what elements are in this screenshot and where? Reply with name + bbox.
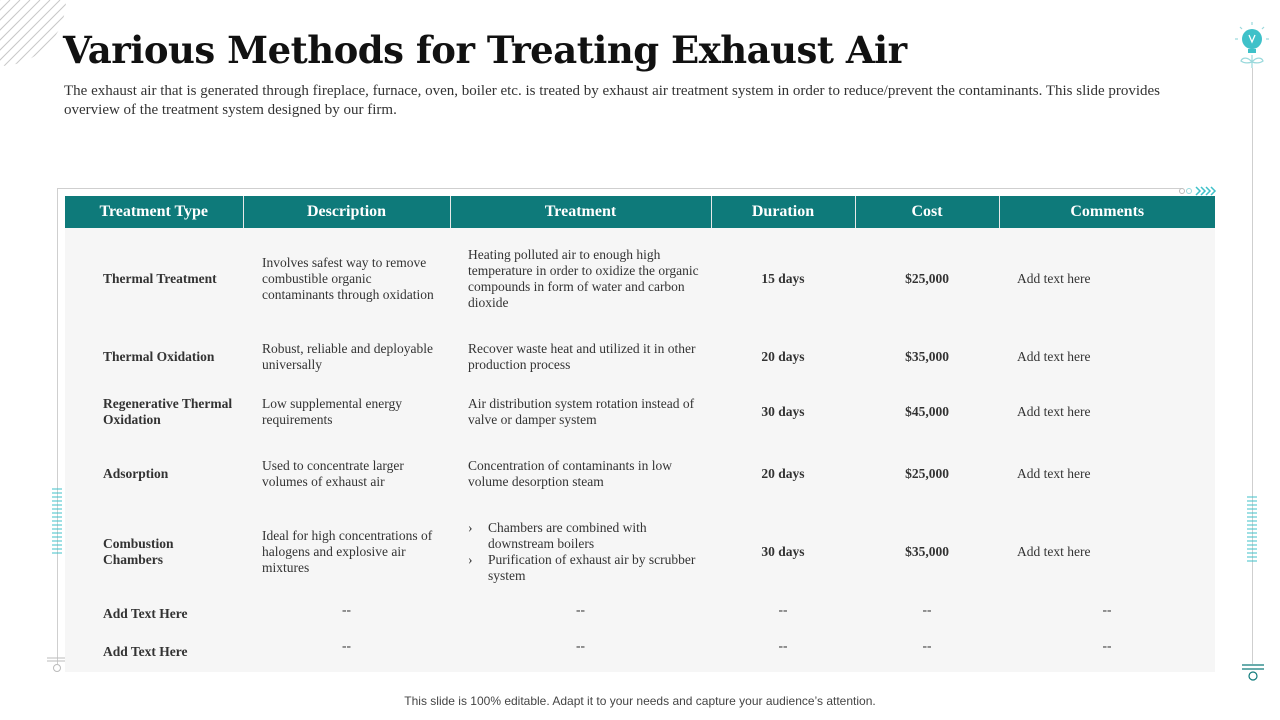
cell-description: -- [342, 638, 351, 653]
cell-duration: -- [778, 602, 788, 617]
left-ruler-decoration [50, 488, 64, 558]
page-subtitle: The exhaust air that is generated through fireplace, furnace, oven, boiler etc. is treated by exhaust air treatment system in order to reduce/prevent the contaminants. This slide provides overview of the treatment system designed by our firm. [64, 83, 1161, 118]
cell-type: Adsorption [103, 466, 169, 481]
cell-cost: $25,000 [905, 271, 949, 286]
cell-comments: Add text here [1017, 466, 1091, 481]
table-row [65, 440, 1215, 508]
header-treatment: Treatment [450, 196, 711, 228]
cell-cost: $35,000 [905, 349, 949, 364]
table-header-row [65, 196, 1215, 228]
right-vertical-line [1252, 68, 1253, 664]
cell-treatment [450, 508, 711, 596]
cell-comments: Add text here [1017, 271, 1091, 286]
cell-cost: $25,000 [905, 466, 949, 481]
cell-duration: 20 days [761, 466, 805, 481]
cell-description: Involves safest way to remove combustible organic contaminants through oxidation [262, 255, 434, 302]
table-row [65, 384, 1215, 440]
cell-cost: $45,000 [905, 404, 949, 419]
cell-comments: Add text here [1017, 404, 1091, 419]
right-ruler-decoration [1245, 496, 1259, 566]
cell-type: Add Text Here [103, 606, 188, 621]
cell-type: Add Text Here [103, 644, 188, 659]
cell-comments: -- [1102, 638, 1112, 653]
cell-description: Used to concentrate larger volumes of exhaust air [262, 458, 404, 489]
table-row [65, 632, 1215, 672]
frame-left-line [57, 188, 58, 664]
cell-comments: Add text here [1017, 544, 1091, 559]
cell-type: Combustion Chambers [103, 536, 174, 567]
table-row [65, 596, 1215, 632]
treatment-table [65, 196, 1215, 672]
cell-cost: -- [922, 602, 932, 617]
cell-duration: 30 days [761, 404, 805, 419]
right-bottom-decoration [1241, 663, 1265, 687]
table-row [65, 508, 1215, 596]
cell-type: Regenerative Thermal Oxidation [103, 396, 233, 427]
header-cost: Cost [855, 196, 999, 228]
cell-description: Low supplemental energy requirements [262, 396, 402, 427]
cell-cost: -- [922, 638, 932, 653]
header-treatment-type: Treatment Type [65, 196, 243, 228]
treatment-bullet: › Purification of exhaust air by scrubber system [468, 552, 701, 584]
cell-duration: 20 days [761, 349, 805, 364]
table-row [65, 330, 1215, 384]
cell-cost: $35,000 [905, 544, 949, 559]
page-title: Various Methods for Treating Exhaust Air [63, 28, 907, 72]
cell-duration: 15 days [761, 271, 805, 286]
cell-treatment: Air distribution system rotation instead of valve or damper system [468, 396, 695, 427]
cell-type: Thermal Treatment [103, 271, 217, 286]
cell-description: Ideal for high concentrations of halogens and explosive air mixtures [262, 528, 433, 575]
cell-description: -- [342, 602, 351, 617]
cell-type: Thermal Oxidation [103, 349, 215, 364]
cell-duration: -- [778, 638, 788, 653]
footer-note: This slide is 100% editable. Adapt it to your needs and capture your audience’s attention. [404, 694, 876, 708]
cell-treatment: Concentration of contaminants in low volume desorption steam [468, 458, 672, 489]
treatment-bullet: › Chambers are combined with downstream boilers [468, 520, 701, 552]
treatment-table-container [65, 196, 1215, 672]
header-description: Description [243, 196, 450, 228]
cell-treatment: Heating polluted air to enough high temperature in order to oxidize the organic compounds in form of water and carbon dioxide [468, 247, 699, 310]
corner-hatch-decoration [0, 0, 66, 66]
cell-description: Robust, reliable and deployable universally [262, 341, 433, 372]
table-row [65, 228, 1215, 330]
cell-duration: 30 days [761, 544, 805, 559]
frame-top-line [57, 188, 1181, 189]
header-comments: Comments [999, 196, 1215, 228]
treatment-bullet-list [468, 520, 701, 584]
cell-comments: Add text here [1017, 349, 1091, 364]
lightbulb-icon [1234, 22, 1270, 74]
cell-comments: -- [1102, 602, 1112, 617]
cell-treatment: -- [576, 638, 585, 653]
header-duration: Duration [711, 196, 855, 228]
cell-treatment: Recover waste heat and utilized it in other production process [468, 341, 696, 372]
cell-treatment: -- [576, 602, 585, 617]
